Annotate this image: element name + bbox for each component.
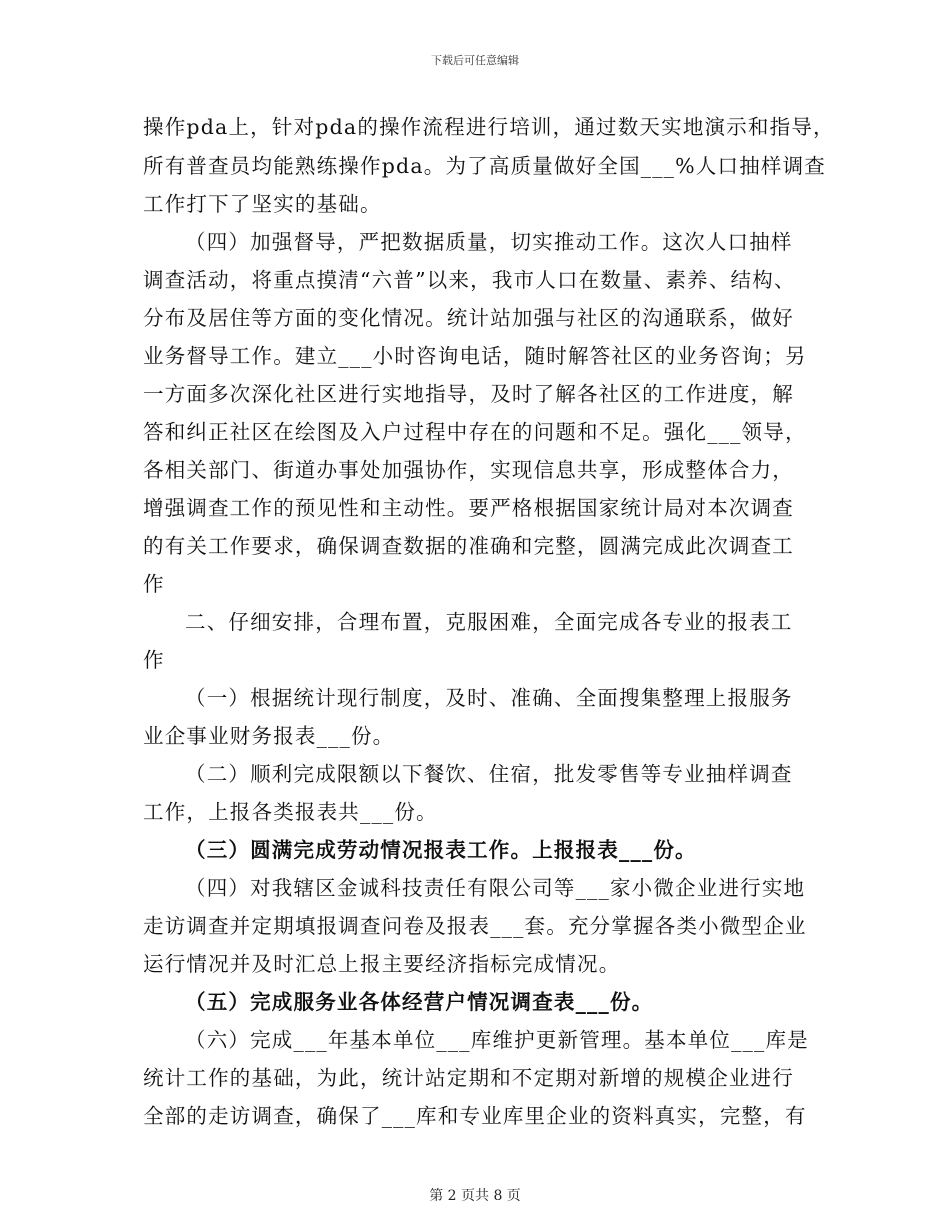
text-line: （一）根据统计现行制度，及时、准确、全面搜集整理上报服务 <box>185 686 793 710</box>
text-line: 工作，上报各类报表共___份。 <box>143 800 438 824</box>
text-line: 作 <box>143 648 165 672</box>
text-line: （二）顺利完成限额以下餐饮、住宿，批发零售等专业抽样调查 <box>185 762 793 786</box>
text-line: 业务督导工作。建立___小时咨询电话，随时解答社区的业务咨询；另 <box>143 344 807 368</box>
text-line: （四）加强督导，严把数据质量，切实推动工作。这次人口抽样 <box>185 230 793 254</box>
text-line: 调查活动，将重点摸清“六普”以来，我市人口在数量、素养、结构、 <box>143 268 796 292</box>
text-line: 一方面多次深化社区进行实地指导，及时了解各社区的工作进度，解 <box>143 382 794 406</box>
text-line: 走访调查并定期填报调查问卷及报表___套。充分掌握各类小微型企业 <box>143 914 807 938</box>
text-line: 分布及居住等方面的变化情况。统计站加强与社区的沟通联系，做好 <box>143 306 794 330</box>
text-line: 作 <box>143 572 165 596</box>
text-line: 增强调查工作的预见性和主动性。要严格根据国家统计局对本次调查 <box>143 496 794 520</box>
text-line: 二、仔细安排，合理布置，克服困难，全面完成各专业的报表工 <box>185 610 793 634</box>
text-line: （六）完成___年基本单位___库维护更新管理。基本单位___库是 <box>185 1028 809 1052</box>
text-line: 答和纠正社区在绘图及入户过程中存在的问题和不足。强化___领导， <box>143 420 807 444</box>
text-line: 工作打下了坚实的基础。 <box>143 192 382 216</box>
text-line: 全部的走访调查，确保了___库和专业库里企业的资料真实，完整，有 <box>143 1104 807 1128</box>
text-line: 统计工作的基础，为此，统计站定期和不定期对新增的规模企业进行 <box>143 1066 794 1090</box>
page-header: 下载后可任意编辑 <box>431 54 519 67</box>
text-line: 各相关部门、街道办事处加强协作，实现信息共享，形成整体合力， <box>143 458 794 482</box>
text-line: 运行情况并及时汇总上报主要经济指标完成情况。 <box>143 952 621 976</box>
page-footer: 第 2 页共 8 页 <box>429 1188 521 1204</box>
text-line: （五）完成服务业各体经营户情况调查表___份。 <box>185 990 654 1014</box>
text-line: 所有普查员均能熟练操作pda。为了高质量做好全国___%人口抽样调查 <box>143 154 826 178</box>
text-line: 操作pda上，针对pda的操作流程进行培训，通过数天实地演示和指导， <box>143 115 835 139</box>
text-line: 业企事业财务报表___份。 <box>143 724 395 748</box>
text-line: （三）圆满完成劳动情况报表工作。上报报表___份。 <box>185 838 697 862</box>
text-line: （四）对我辖区金诚科技责任有限公司等___家小微企业进行实地 <box>185 876 806 900</box>
text-line: 的有关工作要求，确保调查数据的准确和完整，圆满完成此次调查工 <box>143 534 794 558</box>
